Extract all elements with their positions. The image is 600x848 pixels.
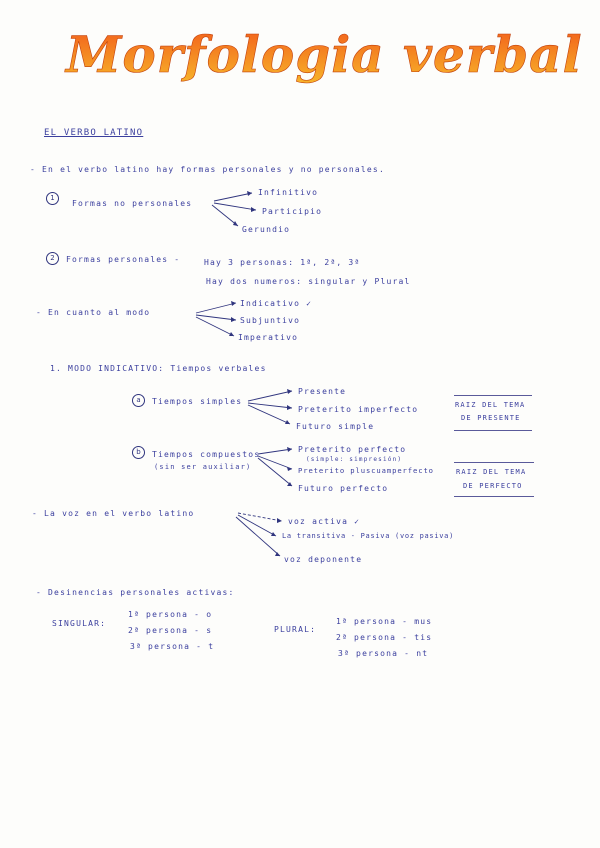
indicativo-heading: 1. MODO INDICATIVO: Tiempos verbales xyxy=(50,364,267,373)
simples-note: RAIZ DEL TEMA xyxy=(455,401,526,409)
singular-label: SINGULAR: xyxy=(52,619,107,628)
compuestos-note: DE PERFECTO xyxy=(463,482,523,490)
no-personales-label: Formas no personales xyxy=(72,199,193,208)
singular-item: 2ª persona - s xyxy=(128,626,213,635)
arrow-line xyxy=(196,315,236,320)
compuestos-item: Preterito perfecto xyxy=(298,445,407,454)
no-personales-item: Gerundio xyxy=(242,225,291,234)
arrow-line xyxy=(248,403,292,408)
modo-item: Subjuntivo xyxy=(240,316,301,325)
arrow-line xyxy=(214,203,256,210)
singular-item: 3ª persona - t xyxy=(130,642,215,651)
modo-label: - En cuanto al modo xyxy=(36,308,151,317)
arrow-line xyxy=(258,449,292,454)
arrow-line xyxy=(248,391,292,401)
arrowhead xyxy=(233,221,238,226)
no-personales-item: Infinitivo xyxy=(258,188,319,197)
modo-item: Imperativo xyxy=(238,333,299,342)
compuestos-item: Futuro perfecto xyxy=(298,484,389,493)
arrow-line xyxy=(214,193,252,201)
personales-label: Formas personales - xyxy=(66,255,181,264)
no-personales-item: Participio xyxy=(262,207,323,216)
arrow-line xyxy=(196,317,234,336)
voz-item: voz deponente xyxy=(284,555,363,564)
plural-item: 2ª persona - tis xyxy=(336,633,433,642)
voz-item: La transitiva - Pasiva (voz pasiva) xyxy=(282,532,455,540)
personales-line: Hay dos numeros: singular y Plural xyxy=(206,277,411,286)
compuestos-item-note: (simple: simpresión) xyxy=(306,456,403,463)
number-badge-1: 1 xyxy=(46,192,59,205)
singular-item: 1ª persona - o xyxy=(128,610,213,619)
arrow-line xyxy=(238,513,282,521)
intro-text: - En el verbo latino hay formas personales y no personales. xyxy=(30,165,385,174)
personales-line: Hay 3 personas: 1ª, 2ª, 3ª xyxy=(204,258,361,267)
section-heading: EL VERBO LATINO xyxy=(44,128,144,138)
compuestos-sub: (sin ser auxiliar) xyxy=(154,463,252,471)
arrow-line xyxy=(236,517,280,556)
number-badge-b: b xyxy=(132,446,145,459)
arrowhead xyxy=(287,447,292,452)
plural-item: 3ª persona - nt xyxy=(338,649,429,658)
plural-label: PLURAL: xyxy=(274,625,317,634)
simples-item: Preterito imperfecto xyxy=(298,405,419,414)
number-badge-2: 2 xyxy=(46,252,59,265)
voz-label: - La voz en el verbo latino xyxy=(32,509,195,518)
plural-item: 1ª persona - mus xyxy=(336,617,433,626)
arrowhead xyxy=(287,389,292,394)
arrow-line xyxy=(238,515,276,536)
compuestos-label: Tiempos compuestos xyxy=(152,450,261,459)
simples-item: Presente xyxy=(298,387,347,396)
compuestos-item: Preterito pluscuamperfecto xyxy=(298,466,434,475)
arrowhead xyxy=(277,518,282,523)
simples-item: Futuro simple xyxy=(296,422,375,431)
compuestos-note: RAIZ DEL TEMA xyxy=(456,468,527,476)
number-badge-a: a xyxy=(132,394,145,407)
simples-note: DE PRESENTE xyxy=(461,414,521,422)
arrowhead xyxy=(231,301,236,306)
modo-item: Indicativo ✓ xyxy=(240,299,313,308)
desinencias-heading: - Desinencias personales activas: xyxy=(36,588,235,597)
voz-item: voz activa ✓ xyxy=(288,517,361,526)
simples-label: Tiempos simples xyxy=(152,397,243,406)
arrowhead xyxy=(247,191,252,196)
arrow-line xyxy=(196,303,236,313)
arrow-line xyxy=(248,405,290,424)
page-title-text: Morfologia verbal xyxy=(66,25,583,84)
